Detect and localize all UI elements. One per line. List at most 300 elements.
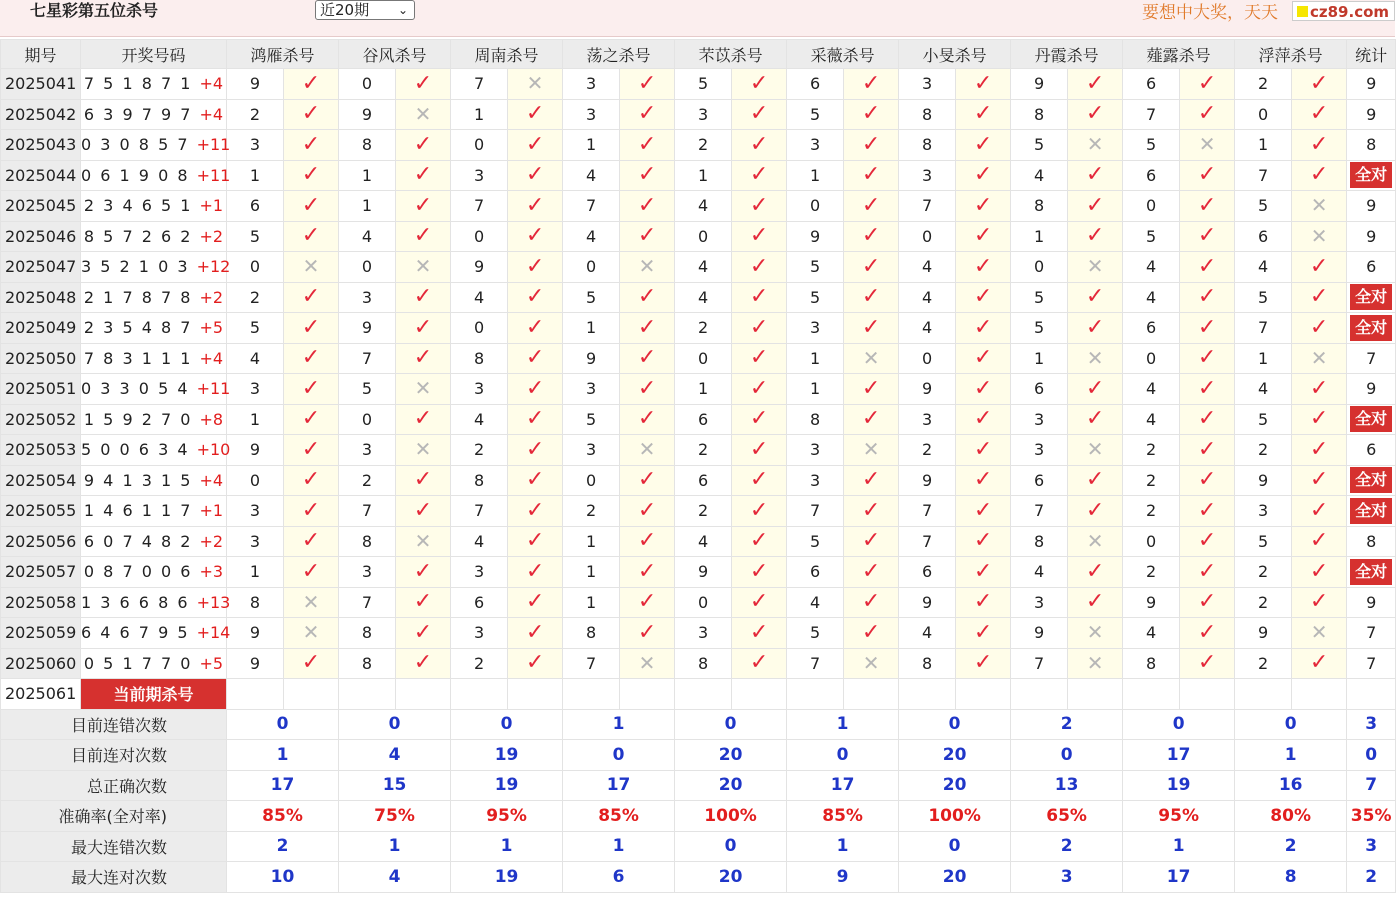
check-icon: ✓ xyxy=(413,192,433,218)
empty-cell xyxy=(956,679,1011,710)
summary-value xyxy=(451,770,563,801)
miss-mark xyxy=(284,252,339,283)
check-icon: ✓ xyxy=(1085,223,1105,249)
check-icon: ✓ xyxy=(973,406,993,432)
check-icon: ✓ xyxy=(301,162,321,188)
summary-value xyxy=(675,831,787,862)
hit-mark xyxy=(732,99,787,130)
kill-number: 8 xyxy=(899,130,956,161)
hit-mark xyxy=(396,160,451,191)
kill-number: 3 xyxy=(899,404,956,435)
cross-icon: ✕ xyxy=(302,589,320,614)
hit-mark xyxy=(396,313,451,344)
summary-value-text: 1 xyxy=(836,714,849,735)
slogan-banner[interactable]: 要想中大奖，天天 xyxy=(1142,3,1278,23)
issue-number: 2025057 xyxy=(1,557,81,588)
hit-mark xyxy=(844,282,899,313)
miss-mark xyxy=(844,435,899,466)
kill-number: 2 xyxy=(339,465,396,496)
check-icon: ✓ xyxy=(861,223,881,249)
hit-mark xyxy=(956,130,1011,161)
issue-number: 2025043 xyxy=(1,130,81,161)
summary-value xyxy=(1123,831,1235,862)
draw-numbers xyxy=(81,374,231,405)
summary-value-text: 65% xyxy=(1046,805,1087,826)
kill-number: 0 xyxy=(227,252,284,283)
summary-value xyxy=(563,862,675,893)
current-kill-number: 5 xyxy=(675,679,732,710)
empty-cell xyxy=(1347,679,1396,710)
kill-number: 2 xyxy=(899,435,956,466)
table-row xyxy=(1,99,1396,130)
hit-mark xyxy=(284,160,339,191)
empty-cell xyxy=(844,679,899,710)
hit-mark xyxy=(396,618,451,649)
hit-mark xyxy=(1292,160,1347,191)
hit-mark xyxy=(1180,343,1235,374)
column-header[interactable]: 荡之杀号 xyxy=(563,40,675,69)
table-row xyxy=(1,160,1396,191)
hit-mark xyxy=(396,465,451,496)
kill-number: 2 xyxy=(675,435,732,466)
cross-icon: ✕ xyxy=(1310,345,1328,370)
check-icon: ✓ xyxy=(861,589,881,615)
check-icon: ✓ xyxy=(861,192,881,218)
summary-row xyxy=(1,770,1396,801)
summary-value xyxy=(899,831,1011,862)
summary-value xyxy=(1123,801,1235,832)
draw-extra-number: +11 xyxy=(196,135,231,155)
kill-number: 5 xyxy=(1011,282,1068,313)
summary-value xyxy=(1011,709,1123,740)
hit-mark xyxy=(1292,496,1347,527)
column-header[interactable]: 芣苡杀号 xyxy=(675,40,787,69)
kill-number: 7 xyxy=(1011,496,1068,527)
cross-icon: ✕ xyxy=(862,345,880,370)
summary-value xyxy=(675,709,787,740)
check-icon: ✓ xyxy=(973,619,993,645)
kill-number: 7 xyxy=(339,496,396,527)
check-icon: ✓ xyxy=(1197,467,1217,493)
summary-value-text: 85% xyxy=(262,805,303,826)
check-icon: ✓ xyxy=(749,650,769,676)
hit-mark xyxy=(1180,191,1235,222)
miss-mark xyxy=(620,648,675,679)
draw-digits: 6 0 7 4 8 2 xyxy=(83,531,200,551)
draw-extra-number: +5 xyxy=(199,653,224,673)
check-icon: ✓ xyxy=(301,284,321,310)
hit-mark xyxy=(620,587,675,618)
kill-number: 1 xyxy=(787,160,844,191)
hit-mark xyxy=(732,374,787,405)
hit-mark xyxy=(1292,282,1347,313)
hit-mark xyxy=(508,282,563,313)
site-logo[interactable] xyxy=(1292,1,1395,21)
hit-mark xyxy=(844,404,899,435)
table-row xyxy=(1,526,1396,557)
column-header[interactable]: 采薇杀号 xyxy=(787,40,899,69)
kill-number: 1 xyxy=(227,404,284,435)
hit-mark xyxy=(956,404,1011,435)
kill-number: 3 xyxy=(1235,496,1292,527)
summary-value-text: 17 xyxy=(1166,866,1191,887)
miss-mark xyxy=(1068,618,1123,649)
summary-value xyxy=(787,801,899,832)
kill-number: 5 xyxy=(1235,282,1292,313)
summary-value xyxy=(227,709,339,740)
hit-mark xyxy=(1180,526,1235,557)
kill-number: 3 xyxy=(1011,404,1068,435)
issue-number: 2025061 xyxy=(1,679,81,710)
row-statistic: 9 xyxy=(1347,374,1396,405)
kill-number: 5 xyxy=(787,99,844,130)
hit-mark xyxy=(844,191,899,222)
check-icon: ✓ xyxy=(1197,223,1217,249)
hit-mark xyxy=(508,252,563,283)
miss-mark xyxy=(396,435,451,466)
kill-number: 3 xyxy=(451,557,508,588)
hit-mark xyxy=(508,374,563,405)
issue-number: 2025041 xyxy=(1,69,81,100)
empty-cell xyxy=(508,679,563,710)
summary-value xyxy=(339,801,451,832)
summary-label: 目前连对次数 xyxy=(1,740,227,771)
check-icon: ✓ xyxy=(1197,589,1217,615)
hit-mark xyxy=(1068,587,1123,618)
current-period-row xyxy=(1,679,1396,710)
kill-number: 5 xyxy=(1123,221,1180,252)
kill-number: 5 xyxy=(1235,191,1292,222)
kill-number: 0 xyxy=(675,221,732,252)
cross-icon: ✕ xyxy=(414,528,432,553)
row-statistic: 7 xyxy=(1347,343,1396,374)
hit-mark xyxy=(620,404,675,435)
hit-mark xyxy=(508,99,563,130)
hit-mark xyxy=(620,465,675,496)
miss-mark xyxy=(1068,526,1123,557)
draw-numbers xyxy=(81,404,227,435)
check-icon: ✓ xyxy=(413,284,433,310)
kill-number: 4 xyxy=(675,282,732,313)
hit-mark xyxy=(732,404,787,435)
hit-mark xyxy=(284,496,339,527)
hit-mark xyxy=(844,465,899,496)
summary-value xyxy=(1235,709,1347,740)
hit-mark xyxy=(1068,496,1123,527)
check-icon: ✓ xyxy=(973,467,993,493)
row-statistic: 9 xyxy=(1347,99,1396,130)
check-icon: ✓ xyxy=(413,467,433,493)
kill-number: 5 xyxy=(787,252,844,283)
hit-mark xyxy=(956,374,1011,405)
kill-number: 3 xyxy=(451,618,508,649)
kill-number: 2 xyxy=(675,130,732,161)
hit-mark xyxy=(508,160,563,191)
kill-number: 9 xyxy=(451,252,508,283)
summary-value xyxy=(1011,740,1123,771)
kill-number: 4 xyxy=(1011,557,1068,588)
check-icon: ✓ xyxy=(1197,528,1217,554)
check-icon: ✓ xyxy=(413,497,433,523)
check-icon: ✓ xyxy=(525,589,545,615)
hit-mark xyxy=(1180,465,1235,496)
summary-value xyxy=(1123,862,1235,893)
summary-value xyxy=(899,740,1011,771)
check-icon: ✓ xyxy=(861,162,881,188)
draw-digits: 7 8 3 1 1 1 xyxy=(83,348,200,368)
kill-number: 3 xyxy=(1011,587,1068,618)
kill-number: 5 xyxy=(1235,404,1292,435)
current-kill-number: 2 xyxy=(339,679,396,710)
check-icon: ✓ xyxy=(525,314,545,340)
kill-number: 4 xyxy=(787,587,844,618)
issue-number: 2025059 xyxy=(1,618,81,649)
summary-statistic xyxy=(1347,801,1396,832)
column-header[interactable]: 薤露杀号 xyxy=(1123,40,1235,69)
check-icon: ✓ xyxy=(301,192,321,218)
summary-value xyxy=(1235,831,1347,862)
summary-value-text: 3 xyxy=(1060,866,1073,887)
check-icon: ✓ xyxy=(525,650,545,676)
check-icon: ✓ xyxy=(973,528,993,554)
hit-mark xyxy=(620,557,675,588)
check-icon: ✓ xyxy=(861,253,881,279)
cross-icon: ✕ xyxy=(1198,132,1216,157)
hit-mark xyxy=(396,191,451,222)
check-icon: ✓ xyxy=(861,528,881,554)
hit-mark xyxy=(956,343,1011,374)
kill-number: 2 xyxy=(1123,496,1180,527)
kill-number: 5 xyxy=(787,282,844,313)
cross-icon: ✕ xyxy=(1310,223,1328,248)
issue-number: 2025046 xyxy=(1,221,81,252)
hit-mark xyxy=(508,191,563,222)
hit-mark xyxy=(844,130,899,161)
column-header[interactable]: 统计 xyxy=(1347,40,1396,69)
hit-mark xyxy=(1180,435,1235,466)
kill-number: 7 xyxy=(899,191,956,222)
check-icon: ✓ xyxy=(861,497,881,523)
current-kill-number: 8 xyxy=(451,679,508,710)
draw-extra-number: +11 xyxy=(196,379,231,399)
hit-mark xyxy=(620,191,675,222)
check-icon: ✓ xyxy=(749,345,769,371)
column-header[interactable]: 小旻杀号 xyxy=(899,40,1011,69)
summary-statistic-text: 0 xyxy=(1365,744,1378,765)
hit-mark xyxy=(396,404,451,435)
hit-mark xyxy=(284,404,339,435)
kill-number: 5 xyxy=(1011,313,1068,344)
summary-value xyxy=(899,770,1011,801)
kill-number: 1 xyxy=(227,160,284,191)
all-correct-badge: 全对 xyxy=(1350,467,1392,493)
check-icon: ✓ xyxy=(749,467,769,493)
hit-mark xyxy=(956,313,1011,344)
check-icon: ✓ xyxy=(973,497,993,523)
summary-value xyxy=(1123,709,1235,740)
miss-mark xyxy=(396,526,451,557)
kill-number: 8 xyxy=(1011,99,1068,130)
kill-number: 1 xyxy=(227,557,284,588)
summary-value xyxy=(339,862,451,893)
summary-statistic-text: 3 xyxy=(1365,714,1378,735)
column-header[interactable]: 丹霞杀号 xyxy=(1011,40,1123,69)
summary-value-text: 17 xyxy=(270,775,295,796)
hit-mark xyxy=(956,221,1011,252)
hit-mark xyxy=(508,313,563,344)
summary-value xyxy=(787,740,899,771)
hit-mark xyxy=(396,221,451,252)
column-header[interactable]: 鸿雁杀号 xyxy=(227,40,339,69)
hit-mark xyxy=(1068,69,1123,100)
draw-extra-number: +1 xyxy=(199,196,224,216)
column-header[interactable]: 开奖号码 xyxy=(81,40,227,69)
column-header[interactable]: 谷风杀号 xyxy=(339,40,451,69)
check-icon: ✓ xyxy=(749,406,769,432)
kill-number: 3 xyxy=(675,618,732,649)
summary-value xyxy=(899,862,1011,893)
check-icon: ✓ xyxy=(1309,497,1329,523)
summary-value xyxy=(451,801,563,832)
check-icon: ✓ xyxy=(749,558,769,584)
summary-statistic xyxy=(1347,740,1396,771)
summary-value xyxy=(451,740,563,771)
check-icon: ✓ xyxy=(1309,284,1329,310)
draw-digits: 7 5 1 8 7 1 xyxy=(83,74,200,94)
check-icon: ✓ xyxy=(413,558,433,584)
check-icon: ✓ xyxy=(413,314,433,340)
check-icon: ✓ xyxy=(525,619,545,645)
issue-number: 2025055 xyxy=(1,496,81,527)
hit-mark xyxy=(956,648,1011,679)
kill-number: 0 xyxy=(787,191,844,222)
kill-number: 1 xyxy=(563,130,620,161)
summary-value xyxy=(451,831,563,862)
kill-number: 9 xyxy=(227,648,284,679)
draw-extra-number: +2 xyxy=(199,226,224,246)
draw-extra-number: +4 xyxy=(199,74,224,94)
summary-value-text: 10 xyxy=(270,866,295,887)
summary-value-text: 19 xyxy=(494,775,519,796)
hit-mark xyxy=(284,221,339,252)
summary-value-text: 0 xyxy=(500,714,513,735)
summary-value xyxy=(1011,862,1123,893)
hit-mark xyxy=(956,526,1011,557)
kill-number: 6 xyxy=(787,69,844,100)
summary-value xyxy=(899,801,1011,832)
issue-number: 2025053 xyxy=(1,435,81,466)
draw-digits: 0 8 7 0 0 6 xyxy=(83,562,200,582)
hit-mark xyxy=(508,618,563,649)
hit-mark xyxy=(1292,557,1347,588)
hit-mark xyxy=(1180,221,1235,252)
miss-mark xyxy=(1292,191,1347,222)
check-icon: ✓ xyxy=(973,284,993,310)
row-statistic xyxy=(1347,160,1396,191)
page-title: 七星彩第五位杀号 xyxy=(30,1,159,20)
summary-value xyxy=(1235,770,1347,801)
kill-number: 9 xyxy=(1235,465,1292,496)
hit-mark xyxy=(1292,313,1347,344)
hit-mark xyxy=(732,618,787,649)
draw-extra-number: +4 xyxy=(199,470,224,490)
kill-number: 8 xyxy=(1011,191,1068,222)
summary-value-text: 2 xyxy=(1060,836,1073,857)
hit-mark xyxy=(1180,618,1235,649)
hit-mark xyxy=(508,587,563,618)
check-icon: ✓ xyxy=(301,467,321,493)
kill-number: 2 xyxy=(563,496,620,527)
summary-value-text: 19 xyxy=(1166,775,1191,796)
kill-number: 6 xyxy=(1123,69,1180,100)
empty-cell xyxy=(284,679,339,710)
hit-mark xyxy=(508,526,563,557)
draw-numbers xyxy=(81,252,231,283)
kill-number: 3 xyxy=(563,69,620,100)
summary-value-text: 4 xyxy=(388,866,401,887)
summary-value-text: 100% xyxy=(928,805,981,826)
check-icon: ✓ xyxy=(525,497,545,523)
check-icon: ✓ xyxy=(1197,70,1217,96)
summary-value xyxy=(339,740,451,771)
kill-number: 9 xyxy=(563,343,620,374)
cross-icon: ✕ xyxy=(414,437,432,462)
column-header[interactable]: 周南杀号 xyxy=(451,40,563,69)
hit-mark xyxy=(396,587,451,618)
hit-mark xyxy=(1180,648,1235,679)
check-icon: ✓ xyxy=(1197,497,1217,523)
miss-mark xyxy=(844,648,899,679)
draw-digits: 6 3 9 7 9 7 xyxy=(83,104,200,124)
check-icon: ✓ xyxy=(525,528,545,554)
check-icon: ✓ xyxy=(861,558,881,584)
hit-mark xyxy=(1180,69,1235,100)
draw-digits: 2 1 7 8 7 8 xyxy=(83,287,200,307)
table-row xyxy=(1,404,1396,435)
draw-numbers xyxy=(81,496,227,527)
hit-mark xyxy=(508,465,563,496)
hit-mark xyxy=(1292,130,1347,161)
check-icon: ✓ xyxy=(973,650,993,676)
summary-value-text: 0 xyxy=(388,714,401,735)
check-icon: ✓ xyxy=(637,314,657,340)
draw-extra-number: +2 xyxy=(199,287,224,307)
kill-number: 8 xyxy=(1123,648,1180,679)
kill-number: 8 xyxy=(339,526,396,557)
hit-mark xyxy=(956,282,1011,313)
hit-mark xyxy=(1292,465,1347,496)
period-select[interactable] xyxy=(315,0,415,20)
miss-mark xyxy=(1068,252,1123,283)
column-header[interactable]: 期号 xyxy=(1,40,81,69)
kill-number: 4 xyxy=(451,526,508,557)
hit-mark xyxy=(284,526,339,557)
summary-value-text: 1 xyxy=(612,714,625,735)
row-statistic: 9 xyxy=(1347,587,1396,618)
kill-number: 1 xyxy=(339,160,396,191)
column-header[interactable]: 浮萍杀号 xyxy=(1235,40,1347,69)
cross-icon: ✕ xyxy=(1086,620,1104,645)
kill-number: 1 xyxy=(1011,343,1068,374)
draw-numbers xyxy=(81,557,227,588)
kill-number: 0 xyxy=(899,343,956,374)
check-icon: ✓ xyxy=(413,345,433,371)
kill-number: 4 xyxy=(899,282,956,313)
kill-number: 0 xyxy=(1123,191,1180,222)
check-icon: ✓ xyxy=(749,284,769,310)
all-correct-badge: 全对 xyxy=(1350,284,1392,310)
check-icon: ✓ xyxy=(973,192,993,218)
